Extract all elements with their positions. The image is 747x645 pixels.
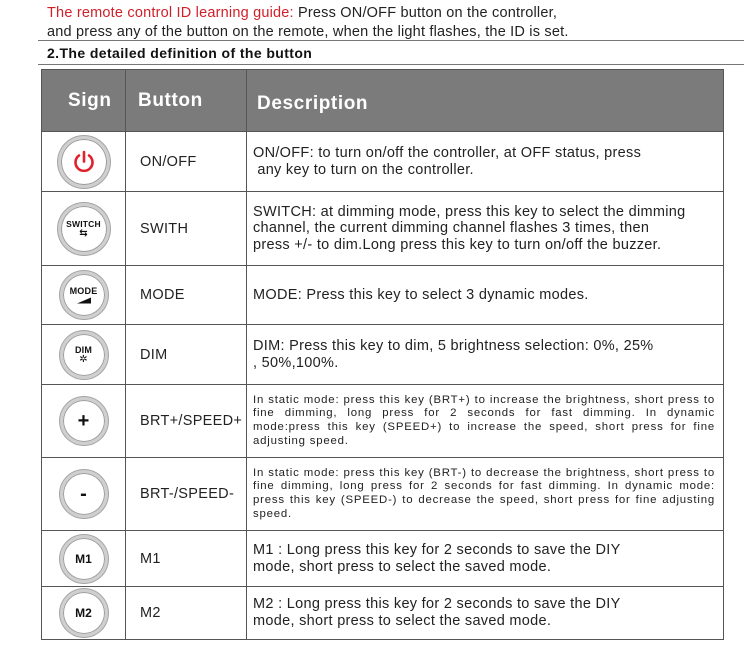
button-name: M2 xyxy=(126,587,247,640)
dim-icon-label: DIM xyxy=(74,344,93,355)
sign-cell xyxy=(42,192,126,266)
mode-icon xyxy=(60,271,108,319)
sign-cell xyxy=(42,587,126,640)
sign-cell xyxy=(42,325,126,385)
dim-icon xyxy=(60,331,108,379)
button-name: DIM xyxy=(126,325,247,385)
swap-arrows-icon: ⇆ xyxy=(79,227,88,239)
description-line: , 50%,100%. xyxy=(253,354,339,371)
guide-line-1-rest: Press ON/OFF button on the controller, xyxy=(293,5,558,21)
plus-glyph: + xyxy=(77,410,90,432)
description-cell xyxy=(247,531,724,587)
description-line: MODE: Press this key to select 3 dynamic modes. xyxy=(253,286,589,303)
divider-top xyxy=(38,40,744,41)
table-header-row xyxy=(42,70,724,132)
button-name: SWITH xyxy=(126,192,247,266)
sign-cell xyxy=(42,458,126,531)
description-line: ON/OFF: to turn on/off the controller, at OFF status, press xyxy=(253,144,642,161)
description-cell xyxy=(247,266,724,325)
description-line: M1 : Long press this key for 2 seconds to save the DIY xyxy=(253,541,621,558)
sign-cell xyxy=(42,531,126,587)
table-row xyxy=(42,266,724,325)
switch-icon-label: SWITCH xyxy=(66,218,101,229)
button-definition-table xyxy=(41,69,724,640)
guide-lead: The remote control ID learning guide: xyxy=(47,5,294,21)
description-cell xyxy=(247,325,724,385)
m1-icon xyxy=(60,535,108,583)
sign-cell xyxy=(42,132,126,192)
button-name: BRT+/SPEED+ xyxy=(126,385,247,458)
description-cell: In static mode: press this key (BRT+) to increase the brightness, short press to fine dimming, long press for 2 seconds for fast dimming. In dynamic mode:press this key (SPEED+) to increase the speed, short press for fine adjusting speed. xyxy=(247,385,724,458)
button-name: MODE xyxy=(126,266,247,325)
divider-bottom xyxy=(38,64,744,65)
power-icon xyxy=(58,136,110,188)
description-line: M2 : Long press this key for 2 seconds to save the DIY xyxy=(253,596,621,612)
description-line: DIM: Press this key to dim, 5 brightness selection: 0%, 25% xyxy=(253,337,654,354)
table-row xyxy=(42,531,724,587)
table-row xyxy=(42,385,724,458)
brightness-icon: ✲ xyxy=(79,353,88,365)
sign-cell xyxy=(42,385,126,458)
minus-icon xyxy=(60,470,108,518)
switch-icon xyxy=(58,203,110,255)
plus-icon xyxy=(60,397,108,445)
m1-icon-label: M1 xyxy=(75,551,92,566)
description-cell xyxy=(247,132,724,192)
description-line: mode, short press to select the saved mode. xyxy=(253,613,552,629)
header-button: Button xyxy=(126,70,247,132)
power-symbol xyxy=(71,149,97,175)
description-line: mode, short press to select the saved mode. xyxy=(253,558,552,575)
ramp-icon xyxy=(76,297,92,304)
mode-icon-label: MODE xyxy=(69,285,98,296)
button-name: ON/OFF xyxy=(126,132,247,192)
description-line: press +/- to dim.Long press this key to turn on/off the buzzer. xyxy=(253,236,662,253)
description-line: channel, the current dimming channel flashes 3 times, then xyxy=(253,220,650,237)
button-name: BRT-/SPEED- xyxy=(126,458,247,531)
description-line: any key to turn on the controller. xyxy=(253,161,474,178)
minus-glyph: - xyxy=(80,483,87,505)
guide-line-1 xyxy=(47,4,737,23)
table-row xyxy=(42,132,724,192)
table-row xyxy=(42,325,724,385)
table-row xyxy=(42,458,724,531)
m2-icon-label: M2 xyxy=(75,606,92,620)
learning-guide xyxy=(47,4,737,42)
description-line: SWITCH: at dimming mode, press this key to select the dimming xyxy=(253,203,686,220)
button-name: M1 xyxy=(126,531,247,587)
table-row xyxy=(42,192,724,266)
sign-cell xyxy=(42,266,126,325)
m2-icon xyxy=(60,589,108,637)
description-cell xyxy=(247,192,724,266)
description-cell: In static mode: press this key (BRT-) to decrease the brightness, short press to fine dimming, long press for 2 seconds for fast dimming. In dynamic mode: press this key (SPEED-) to decrease the speed, short press for fine adjusting speed. xyxy=(247,458,724,531)
guide-line-2: and press any of the button on the remote, when the light flashes, the ID is set. xyxy=(47,24,569,40)
description-cell xyxy=(247,587,724,640)
table-row xyxy=(42,587,724,640)
header-sign: Sign xyxy=(42,70,126,132)
section-title: 2.The detailed definition of the button xyxy=(47,45,313,61)
header-description: Description xyxy=(247,70,724,132)
